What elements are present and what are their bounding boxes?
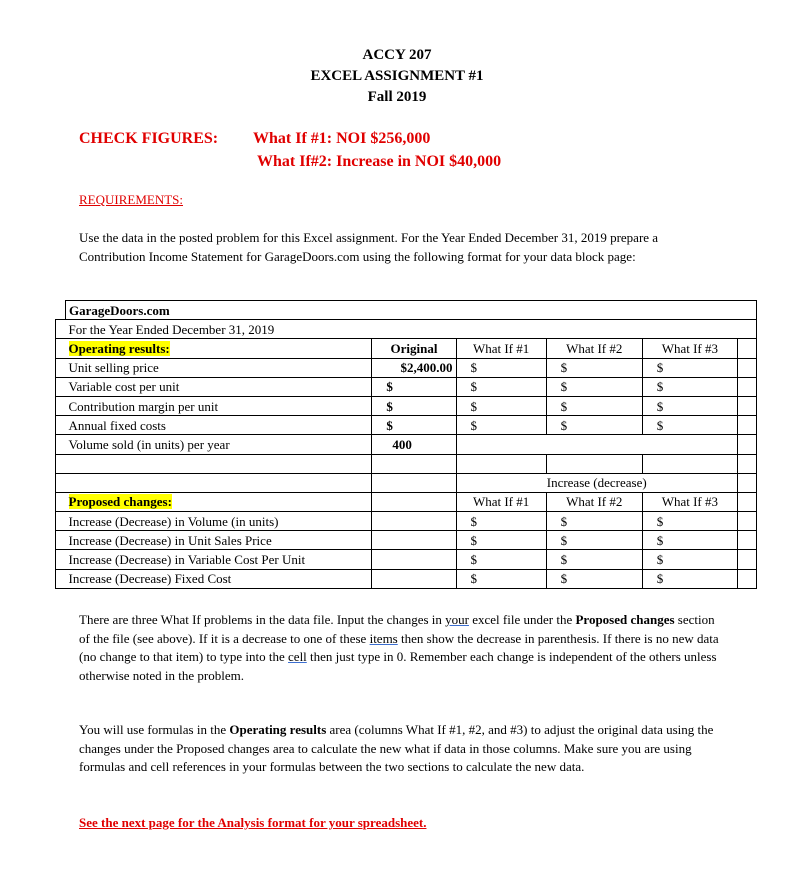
prop-w2-fixed-cost: $ xyxy=(546,569,642,588)
w1-contribution-margin: $ xyxy=(456,396,546,415)
word-items: items xyxy=(369,630,398,646)
orig-volume-sold: 400 xyxy=(372,435,456,454)
prop-w2-sales-price: $ xyxy=(546,531,642,550)
prop-w1-variable-cost: $ xyxy=(456,550,546,569)
next-page-link[interactable]: See the next page for the Analysis format for your spreadsheet. xyxy=(79,815,427,830)
row-annual-fixed-costs: Annual fixed costs xyxy=(66,416,372,435)
prop-row-fixed-cost: Increase (Decrease) Fixed Cost xyxy=(66,569,372,588)
prop-w2-variable-cost: $ xyxy=(546,550,642,569)
title-term: Fall 2019 xyxy=(367,89,427,105)
orig-unit-selling-price: $2,400.00 xyxy=(372,358,456,377)
requirements-heading: REQUIREMENTS: xyxy=(79,192,183,207)
w1-variable-cost: $ xyxy=(456,377,546,396)
prop-w3-fixed-cost: $ xyxy=(642,569,737,588)
prop-col-what-if-3: What If #3 xyxy=(642,492,737,511)
check-figure-2: What If#2: Increase in NOI $40,000 xyxy=(257,153,502,170)
intro-paragraph: Use the data in the posted problem for this Excel assignment. For the Year Ended December 31, 2019 prepare a Contribution Income Statement for GarageDoors.com using the following format for your data block page: xyxy=(79,230,659,264)
prop-col-what-if-1: What If #1 xyxy=(456,492,546,511)
prop-w3-sales-price: $ xyxy=(642,531,737,550)
orig-contribution-margin: $ xyxy=(372,396,456,415)
check-figure-1: What If #1: NOI $256,000 xyxy=(253,130,431,147)
w1-annual-fixed-costs: $ xyxy=(456,416,546,435)
row-contribution-margin: Contribution margin per unit xyxy=(66,396,372,415)
col-what-if-2: What If #2 xyxy=(546,339,642,358)
prop-row-volume: Increase (Decrease) in Volume (in units) xyxy=(66,512,372,531)
w3-annual-fixed-costs: $ xyxy=(642,416,737,435)
w3-unit-selling-price: $ xyxy=(642,358,737,377)
proposed-changes-heading: Proposed changes: xyxy=(68,494,172,510)
w3-contribution-margin: $ xyxy=(642,396,737,415)
prop-w2-volume: $ xyxy=(546,512,642,531)
w3-variable-cost: $ xyxy=(642,377,737,396)
prop-w1-fixed-cost: $ xyxy=(456,569,546,588)
instructions-paragraph-1: There are three What If problems in the data file. Input the changes in your excel file under the Proposed changes section of the file (see above). If it is a decrease to one of these items then show the decrease in parenthesis. If there is no new data (no change to that item) to type into the cell then just type in 0. Remember each change is independent of the others unless otherwise noted in the problem. xyxy=(79,612,719,683)
prop-col-what-if-2: What If #2 xyxy=(546,492,642,511)
contribution-statement-table xyxy=(55,300,757,589)
w2-contribution-margin: $ xyxy=(546,396,642,415)
col-original: Original xyxy=(372,339,456,358)
period-label: For the Year Ended December 31, 2019 xyxy=(66,320,757,339)
volume-empty-cell xyxy=(456,435,737,454)
prop-w1-volume: $ xyxy=(456,512,546,531)
company-name: GarageDoors.com xyxy=(66,301,757,320)
w2-unit-selling-price: $ xyxy=(546,358,642,377)
word-cell: cell xyxy=(288,649,307,664)
instructions-paragraph-2: You will use formulas in the Operating results area (columns What If #1, #2, and #3) to adjust the original data using the changes under the Proposed changes area to calculate the new what if data in those columns. Make sure you are using formulas and cell references in your formulas between the two sections to calculate the new data. xyxy=(79,722,714,774)
increase-decrease-heading: Increase (decrease) xyxy=(456,473,737,492)
check-figures-label: CHECK FIGURES: xyxy=(79,130,219,147)
col-what-if-3: What If #3 xyxy=(642,339,737,358)
title-course: ACCY 207 xyxy=(362,47,432,63)
prop-row-variable-cost: Increase (Decrease) in Variable Cost Per Unit xyxy=(66,550,372,569)
operating-results-heading: Operating results: xyxy=(68,340,170,356)
title-assignment: EXCEL ASSIGNMENT #1 xyxy=(310,68,484,84)
w2-variable-cost: $ xyxy=(546,377,642,396)
prop-row-sales-price: Increase (Decrease) in Unit Sales Price xyxy=(66,531,372,550)
orig-variable-cost: $ xyxy=(372,377,456,396)
w1-unit-selling-price: $ xyxy=(456,358,546,377)
row-variable-cost: Variable cost per unit xyxy=(66,377,372,396)
row-unit-selling-price: Unit selling price xyxy=(66,358,372,377)
orig-annual-fixed-costs: $ xyxy=(372,416,456,435)
w2-annual-fixed-costs: $ xyxy=(546,416,642,435)
prop-w3-volume: $ xyxy=(642,512,737,531)
prop-w1-sales-price: $ xyxy=(456,531,546,550)
prop-w3-variable-cost: $ xyxy=(642,550,737,569)
col-what-if-1: What If #1 xyxy=(456,339,546,358)
word-your: your xyxy=(445,612,469,627)
row-volume-sold: Volume sold (in units) per year xyxy=(66,435,372,454)
